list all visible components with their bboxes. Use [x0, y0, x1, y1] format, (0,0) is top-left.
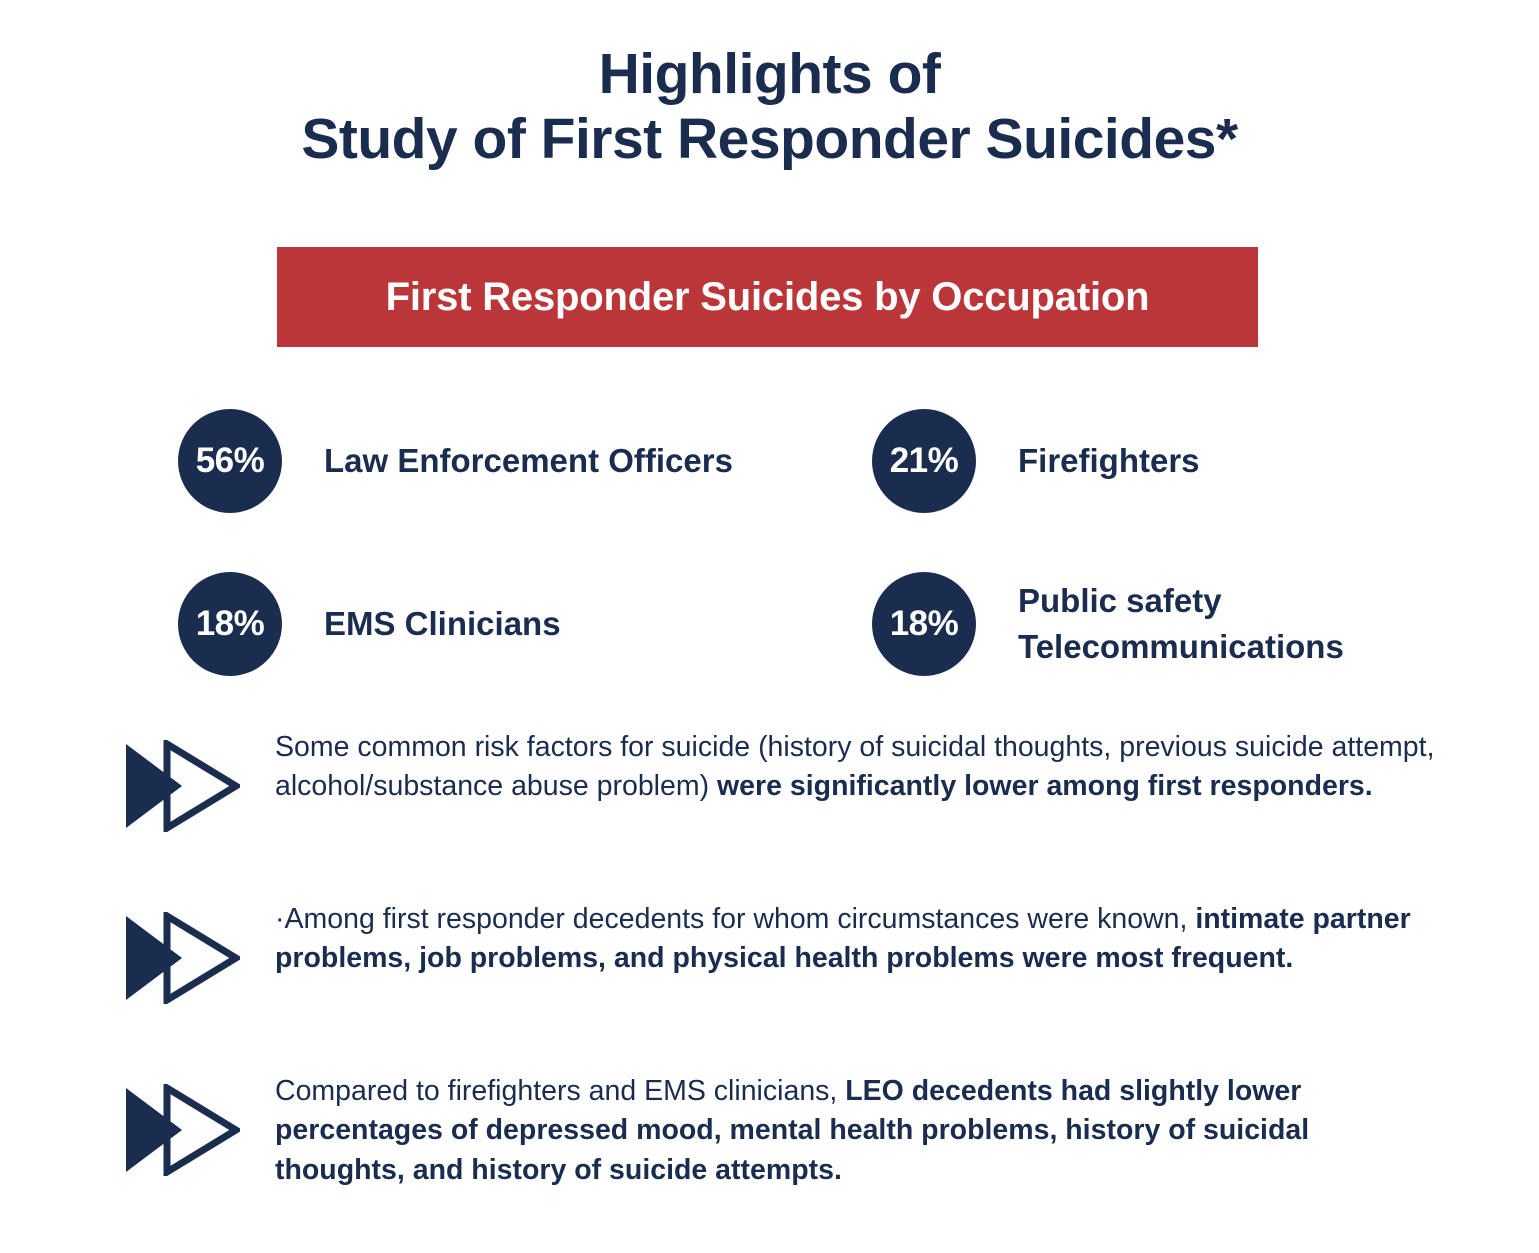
title-line-1: Highlights of: [598, 42, 941, 106]
stat-label: Public safety Telecommunications: [1018, 581, 1344, 665]
stat-percent-badge: 21%: [872, 409, 976, 513]
finding-text: Compared to firefighters and EMS clinicians, LEO decedents had slightly lower percentages of depressed mood, mental health problems, history of suicidal thoughts, and history of suicide attempts.: [275, 1075, 1310, 1186]
finding-text: Some common risk factors for suicide (history of suicidal thoughts, previous suicide attempt, alcohol/substance abuse problem) were significantly lower among first responders.: [275, 731, 1435, 803]
stat-law-enforcement-officers: [178, 398, 838, 523]
finding-item: [0, 900, 1539, 1004]
section-banner: [277, 247, 1258, 347]
stat-percent-badge: 56%: [178, 409, 282, 513]
title-line-2: Study of First Responder Suicides*: [301, 106, 1238, 171]
stat-firefighters: [872, 398, 1532, 523]
stat-percent-badge: 18%: [178, 572, 282, 676]
double-arrow-icon: [124, 740, 240, 832]
double-arrow-icon: [124, 912, 240, 1004]
occupation-stats: [0, 398, 1539, 688]
stat-label: EMS Clinicians: [324, 604, 561, 642]
stat-label: Law Enforcement Officers: [324, 441, 733, 479]
finding-item: [0, 1072, 1539, 1190]
finding-item: [0, 728, 1539, 832]
page-title: [0, 42, 1539, 172]
double-arrow-icon: [124, 1084, 240, 1176]
stat-label: Firefighters: [1018, 441, 1200, 479]
section-banner-label: First Responder Suicides by Occupation: [385, 275, 1150, 319]
stat-percent-badge: 18%: [872, 572, 976, 676]
stat-ems-clinicians: [178, 561, 838, 686]
stat-public-safety-telecommunications: [872, 561, 1532, 686]
finding-text: ·Among first responder decedents for whom circumstances were known, intimate partner problems, job problems, and physical health problems were most frequent.: [275, 903, 1411, 975]
